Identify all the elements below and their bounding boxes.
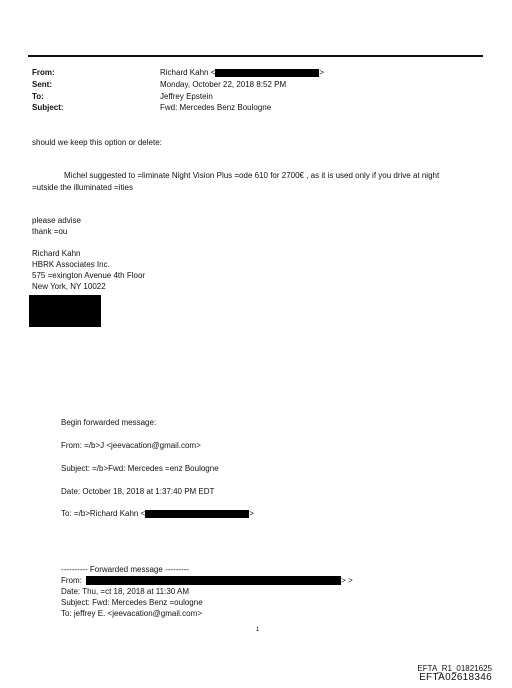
from-label: From: — [32, 68, 55, 77]
sent-value: Monday, October 22, 2018 8:52 PM — [160, 80, 287, 89]
subject-label: Subject: — [32, 103, 64, 112]
to-label: To: — [32, 92, 44, 101]
from-name: Richard Kahn < — [160, 68, 216, 77]
body-thanks: thank =ou — [32, 227, 68, 236]
inner-forward-date: Date: Thu, =ct 18, 2018 at 11:30 AM — [61, 587, 190, 596]
footer-ref-primary: EFTA_R1_01821625 — [417, 664, 492, 673]
from-value — [160, 68, 324, 78]
body-quote-line2: =utside the illuminated =ities — [32, 183, 133, 192]
header-rule — [28, 55, 483, 57]
forwarded-begin: Begin forwarded message: — [61, 418, 157, 427]
redaction-block — [29, 295, 101, 327]
redaction-bar — [86, 576, 341, 585]
body-question: should we keep this option or delete: — [32, 138, 162, 147]
inner-forward-divider: ---------- Forwarded message --------- — [61, 565, 189, 574]
redaction-bar — [215, 69, 319, 77]
body-quote-line1: Michel suggested to =liminate Night Vision Plus =ode 610 for 2700€ , as it is used only if you drive at night — [64, 171, 440, 180]
forwarded-from: From: =/b>J <jeevacation@gmail.com> — [61, 441, 201, 450]
sent-label: Sent: — [32, 80, 52, 89]
body-advise: please advise — [32, 216, 81, 225]
inner-forward-subject: Subject: Fwd: Mercedes Benz =oulogne — [61, 598, 203, 607]
page-number: 1 — [256, 627, 260, 633]
from-close: > — [319, 68, 325, 77]
forwarded-subject: Subject: =/b>Fwd: Mercedes =enz Boulogne — [61, 464, 219, 473]
subject-value: Fwd: Mercedes Benz Boulogne — [160, 103, 272, 112]
forwarded-date: Date: October 18, 2018 at 1:37:40 PM EDT — [61, 487, 215, 496]
signature-name: Richard Kahn — [32, 249, 81, 258]
footer-ref-secondary: EFTA02618346 — [419, 672, 492, 683]
inner-forward-from-close: > > — [341, 576, 353, 585]
signature-city: New York, NY 10022 — [32, 282, 106, 291]
inner-forward-from — [61, 576, 353, 586]
forwarded-to-prefix: To: =/b>Richard Kahn < — [61, 509, 146, 518]
inner-forward-from-label: From: — [61, 576, 82, 585]
redaction-bar — [145, 510, 249, 518]
forwarded-to-close: > — [249, 509, 254, 518]
inner-forward-to: To: jeffrey E. <jeevacation@gmail.com> — [61, 609, 202, 618]
to-value: Jeffrey Epstein — [160, 92, 213, 101]
signature-company: HBRK Associates Inc. — [32, 260, 110, 269]
forwarded-to — [61, 509, 254, 519]
signature-address: 575 =exington Avenue 4th Floor — [32, 271, 146, 280]
